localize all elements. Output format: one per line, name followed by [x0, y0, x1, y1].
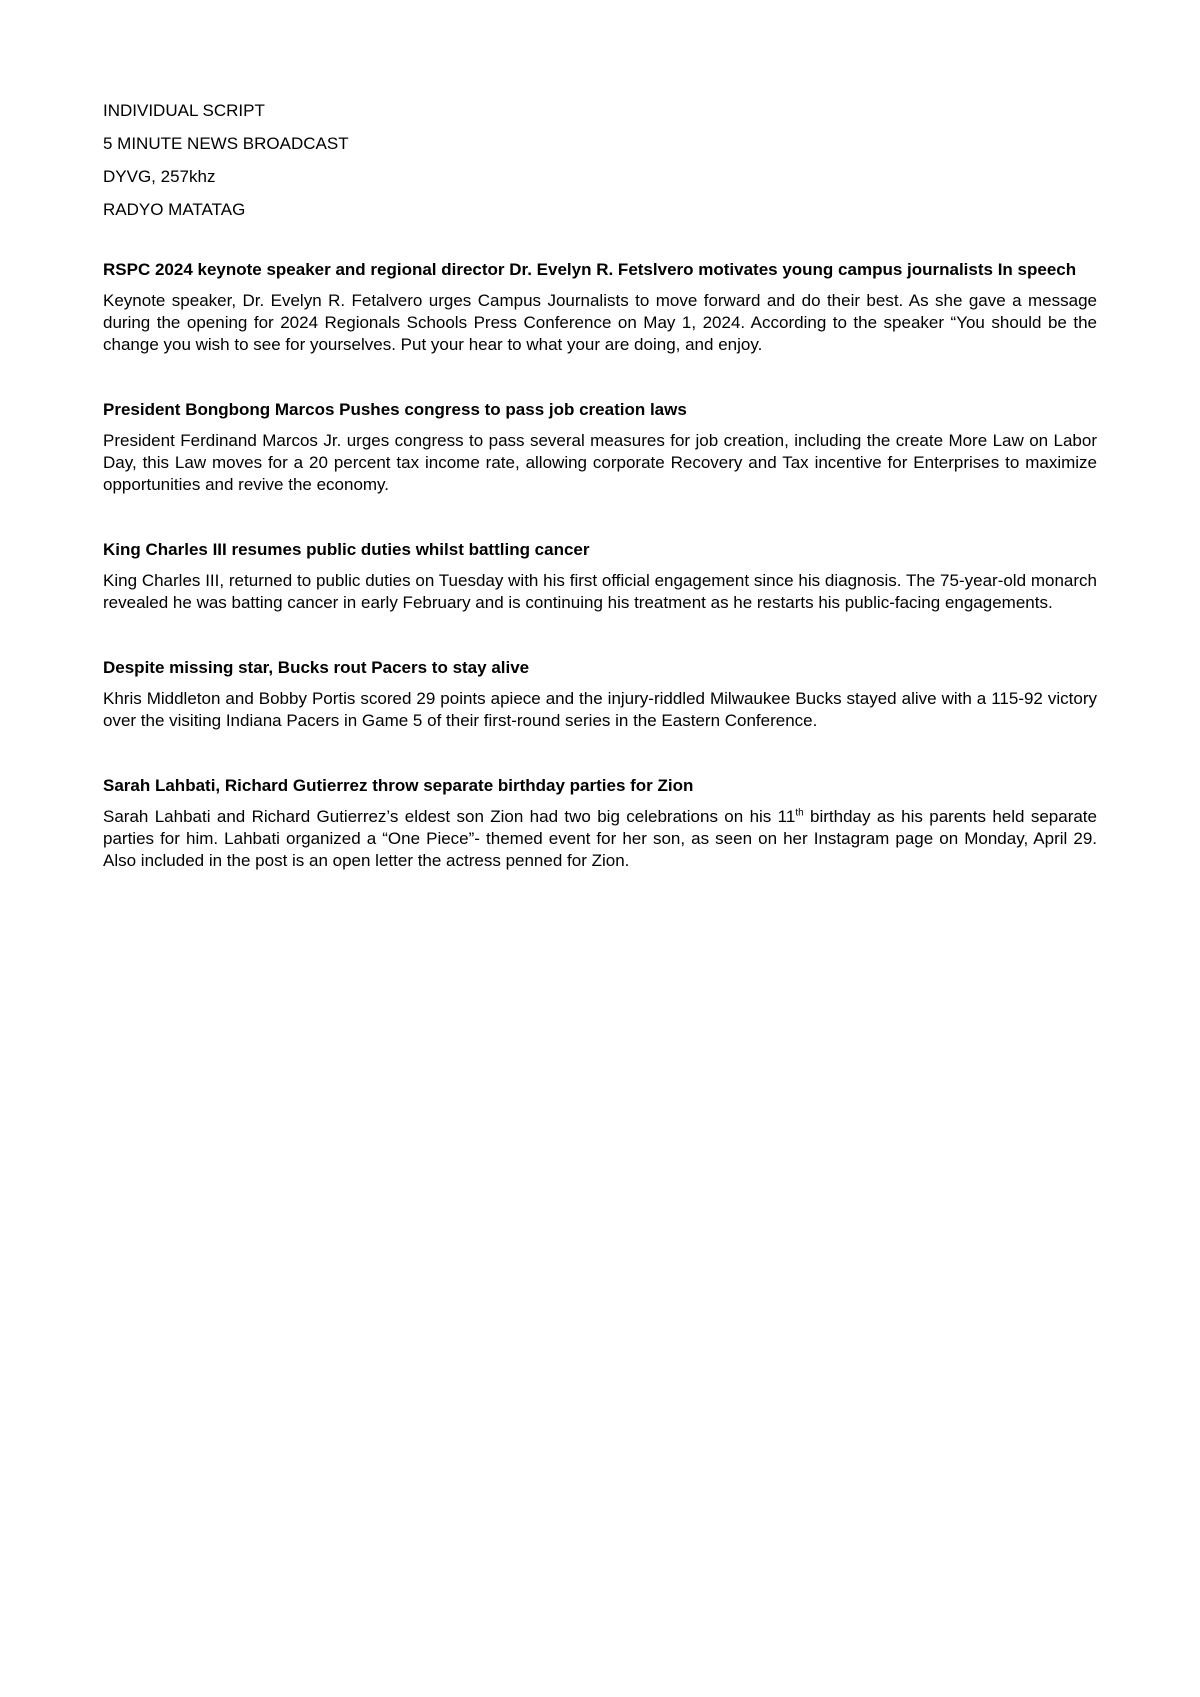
news-article	[103, 775, 1097, 872]
ordinal-suffix: th	[795, 807, 804, 819]
news-article	[103, 259, 1097, 356]
article-body: King Charles III, returned to public duties on Tuesday with his first official engagement since his diagnosis. The 75-year-old monarch revealed he was batting cancer in early February and is continuing his treatment as he restarts his public-facing engagements.	[103, 571, 1097, 612]
article-body: Keynote speaker, Dr. Evelyn R. Fetalvero urges Campus Journalists to move forward and do their best. As she gave a message during the opening for 2024 Regionals Schools Press Conference on May 1, 2024. According to the speaker “You should be the change you wish to see for yourselves. Put your hear to what your are doing, and enjoy.	[103, 291, 1097, 354]
article-body-part: Sarah Lahbati and Richard Gutierrez’s eldest son Zion had two big celebrations on his 11	[103, 807, 796, 826]
article-headline: Despite missing star, Bucks rout Pacers to stay alive	[103, 658, 530, 677]
news-article	[103, 539, 1097, 614]
article-body: Khris Middleton and Bobby Portis scored 29 points apiece and the injury-riddled Milwaukee Bucks stayed alive with a 115-92 victory over the visiting Indiana Pacers in Game 5 of their first-round series in the Eastern Conference.	[103, 689, 1097, 730]
article-headline: President Bongbong Marcos Pushes congress to pass job creation laws	[103, 400, 687, 419]
article-headline: King Charles III resumes public duties whilst battling cancer	[103, 540, 590, 559]
script-header	[103, 94, 1097, 226]
news-article	[103, 399, 1097, 496]
station-name: RADYO MATATAG	[103, 200, 246, 219]
article-headline: Sarah Lahbati, Richard Gutierrez throw separate birthday parties for Zion	[103, 776, 694, 795]
broadcast-format: 5 MINUTE NEWS BROADCAST	[103, 134, 349, 153]
script-type: INDIVIDUAL SCRIPT	[103, 101, 265, 120]
document-content	[103, 94, 1097, 872]
article-body-part: birthday as his parents held separate parties for him. Lahbati organized a “One Piece”- themed event for her son, as seen on her Instagram page on Monday, April 29. Also included in the post is an open letter the actress penned for Zion.	[103, 807, 1097, 870]
article-body	[103, 806, 1097, 872]
article-headline: RSPC 2024 keynote speaker and regional director Dr. Evelyn R. Fetslvero motivates young campus journalists In speech	[103, 260, 1077, 279]
station-frequency: DYVG, 257khz	[103, 167, 216, 186]
news-article	[103, 657, 1097, 732]
article-body: President Ferdinand Marcos Jr. urges congress to pass several measures for job creation, including the create More Law on Labor Day, this Law moves for a 20 percent tax income rate, allowing corporate Recovery and Tax incentive for Enterprises to maximize opportunities and revive the economy.	[103, 431, 1097, 494]
